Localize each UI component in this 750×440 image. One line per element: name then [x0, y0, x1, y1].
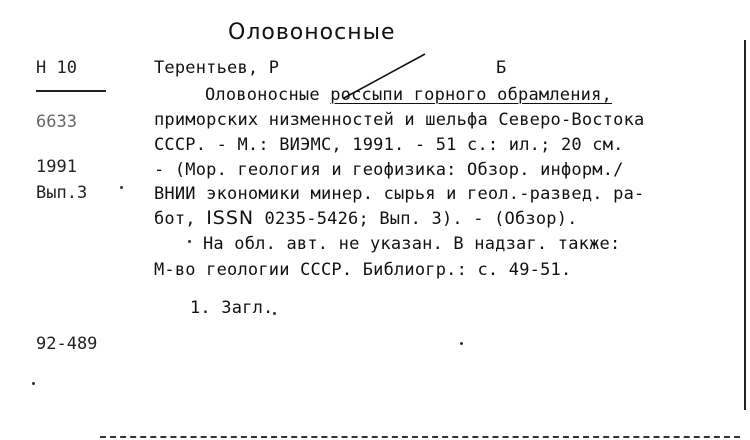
shelf-rule [36, 90, 106, 92]
series-line-1: - (Мор. геология и геофизика: Обзор. информ./ [154, 160, 624, 180]
card-edge-bottom [100, 436, 740, 438]
tracing: 1. Загл. [190, 298, 274, 318]
series-line-2: ВНИИ экономики минер. сырья и геол.-развед. ра- [154, 184, 645, 204]
shelf-number: 6633 [36, 112, 77, 132]
imprint-line: СССР. - М.: ВИЭМС, 1991. - 51 с.: ил.; 20 см. [154, 135, 624, 155]
note-line-2: М-во геологии СССР. Библиогр.: с. 49-51. [154, 260, 572, 280]
speck [460, 342, 463, 345]
shelf-issue: Вып.3 [36, 183, 88, 203]
title-underlined: россыпи горного обрамления, [330, 85, 612, 105]
title-start: Оловоносные [205, 85, 331, 105]
card-edge-right [744, 40, 746, 410]
shelf-code: Н 10 [36, 58, 77, 78]
shelf-year: 1991 [36, 157, 77, 177]
issn-label: ISSN [206, 207, 255, 229]
speck [120, 186, 123, 189]
speck [32, 382, 35, 385]
accession-number: 92-489 [36, 334, 98, 354]
author-heading: Терентьев, Р [154, 58, 280, 78]
note-line-1: На обл. авт. не указан. В надзаг. также: [203, 234, 621, 254]
series-line-3 [154, 207, 578, 229]
title-line-2: приморских низменностей и шельфа Северо-Востока [154, 110, 645, 130]
speck [188, 240, 191, 243]
collection-mark: Б [496, 58, 507, 78]
series-end-start: бот, [154, 209, 207, 229]
issn-value: 0235-5426; Вып. 3). - (Обзор). [254, 209, 578, 229]
handwritten-heading: Оловоносные [228, 20, 396, 45]
speck [273, 312, 276, 315]
title-line-1 [205, 85, 612, 105]
